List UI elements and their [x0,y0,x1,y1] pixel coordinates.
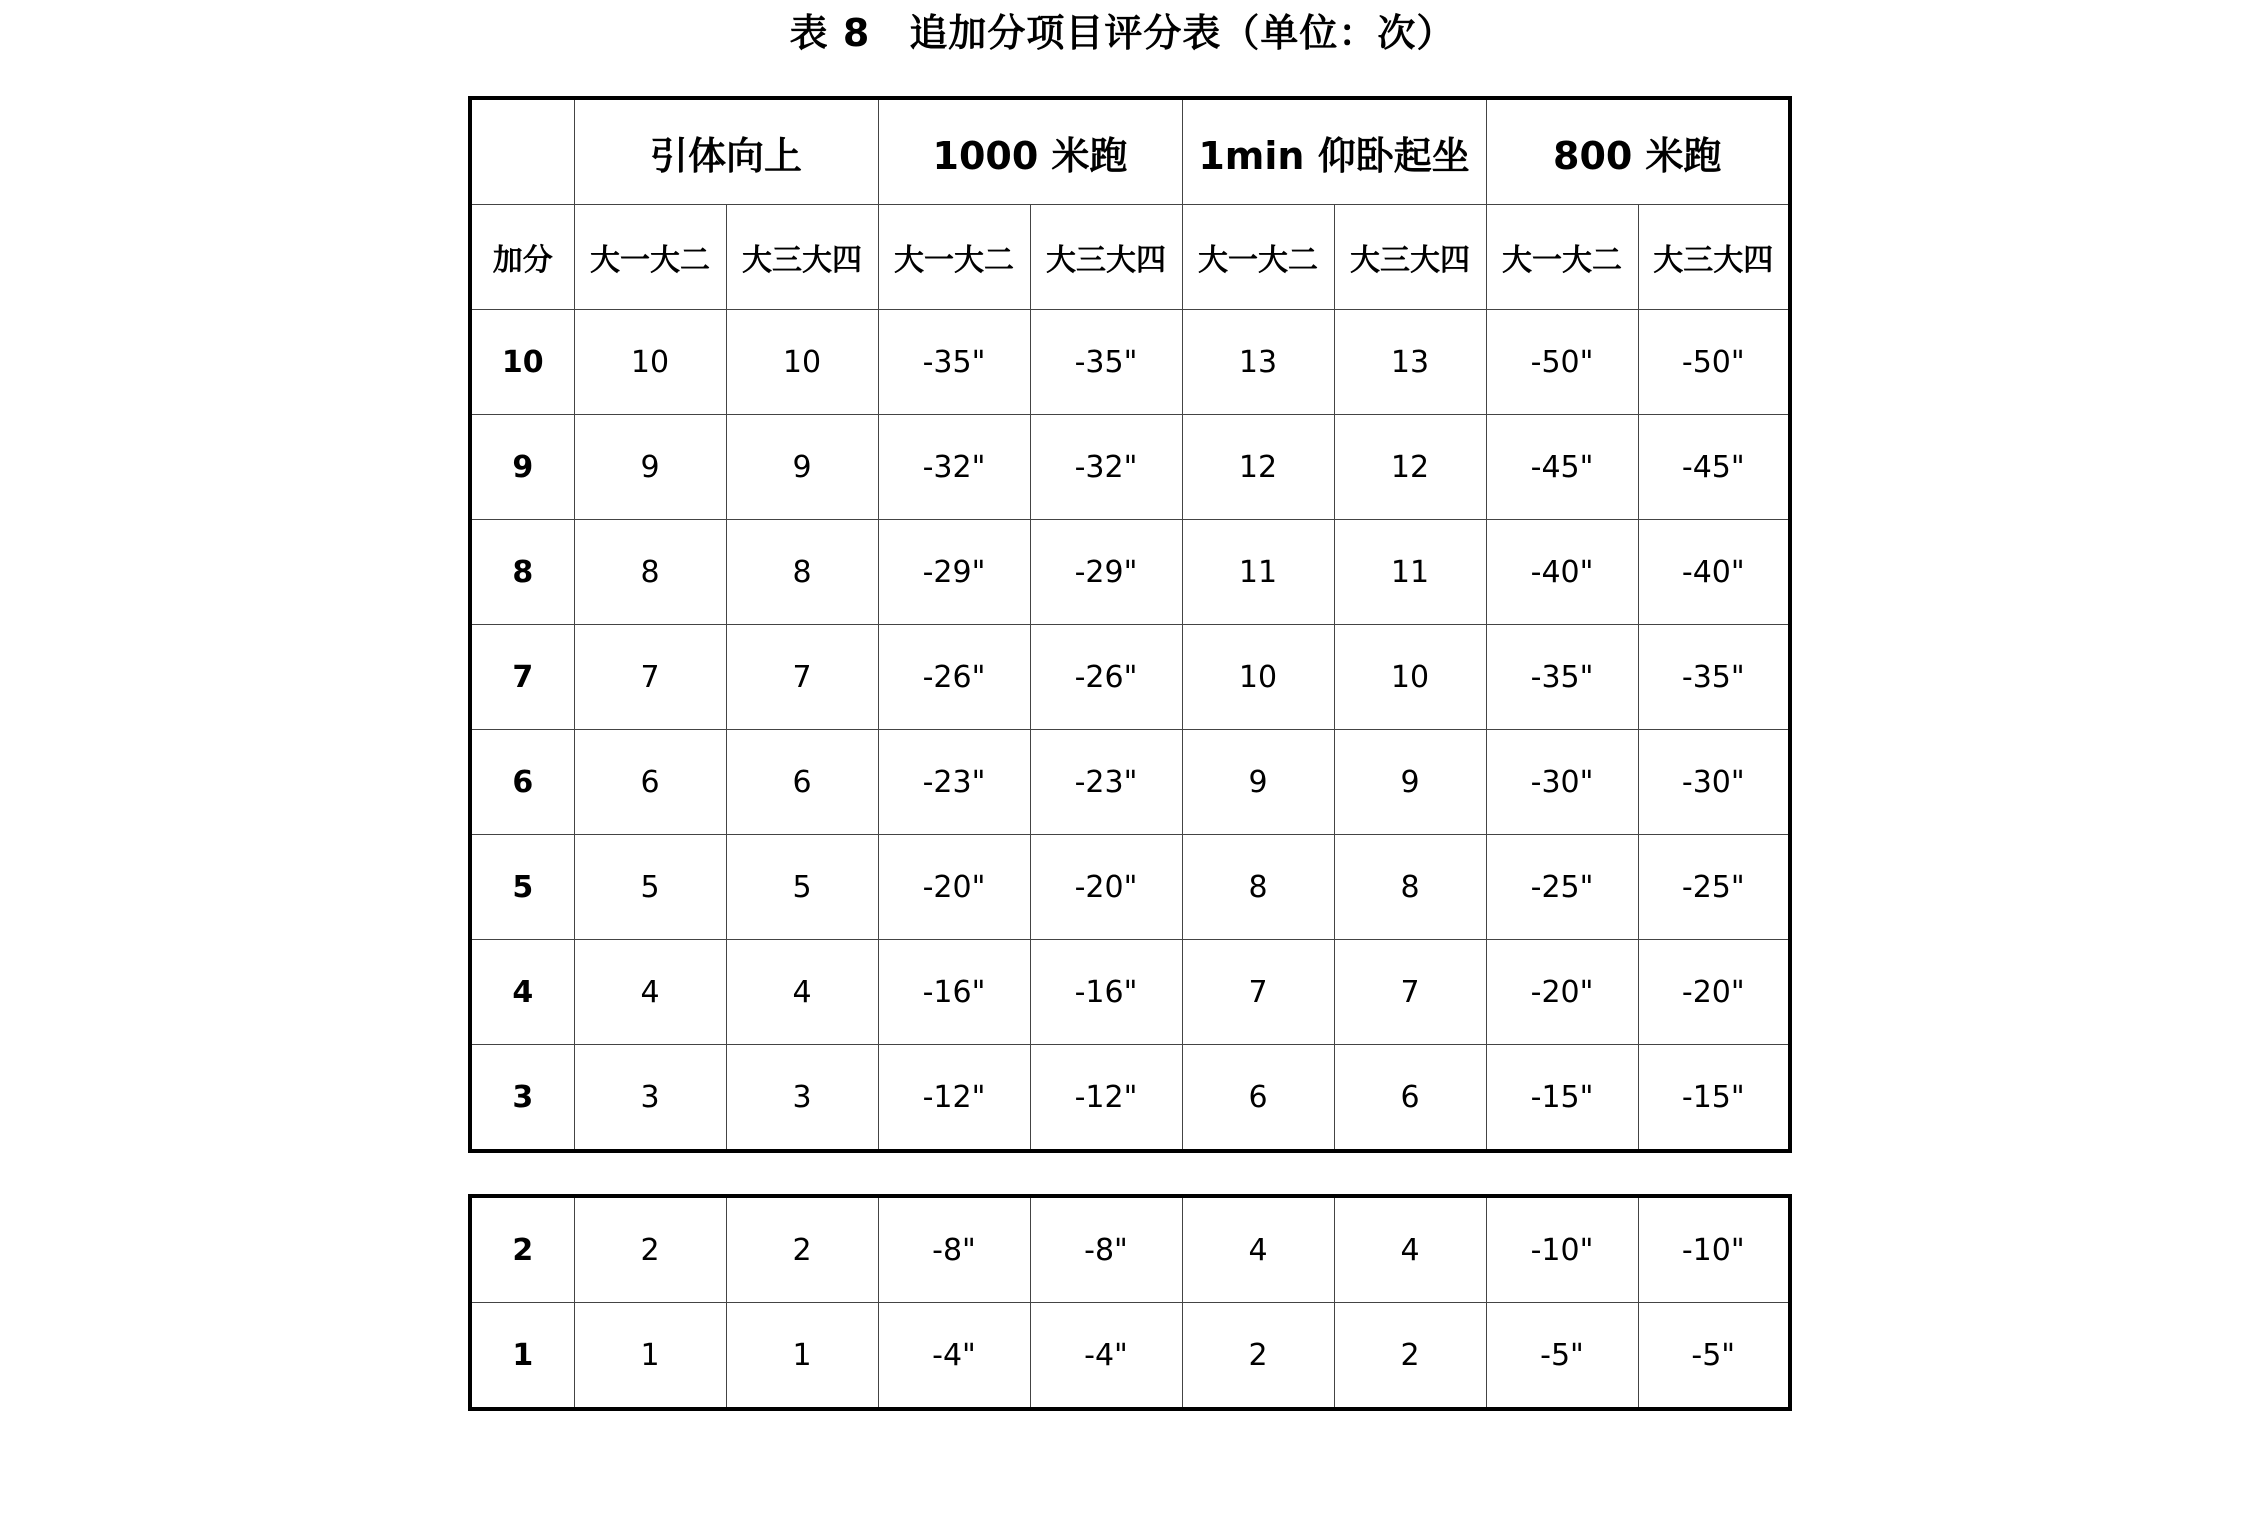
table-row [470,730,1790,835]
table-row [470,1196,1790,1303]
value-cell: -35" [1638,625,1790,730]
table-row [470,625,1790,730]
value-cell: 4 [1182,1196,1334,1303]
value-cell: -40" [1486,520,1638,625]
table-row [470,310,1790,415]
value-cell: -15" [1486,1045,1638,1152]
table-row [470,415,1790,520]
score-cell: 5 [470,835,574,940]
header-corner-cell [470,98,574,205]
score-cell: 1 [470,1303,574,1410]
header-grade-cell: 大三大四 [726,205,878,310]
value-cell: 6 [574,730,726,835]
score-cell: 8 [470,520,574,625]
header-score-label: 加分 [470,205,574,310]
value-cell: -29" [878,520,1030,625]
value-cell: 2 [1182,1303,1334,1410]
score-cell: 3 [470,1045,574,1152]
score-cell: 6 [470,730,574,835]
header-pull-up: 引体向上 [574,98,878,205]
value-cell: 2 [726,1196,878,1303]
header-grade-cell: 大一大二 [574,205,726,310]
value-cell: 6 [726,730,878,835]
value-cell: -50" [1638,310,1790,415]
value-cell: -8" [878,1196,1030,1303]
value-cell: -35" [1030,310,1182,415]
value-cell: -25" [1638,835,1790,940]
value-cell: -20" [1638,940,1790,1045]
value-cell: 5 [574,835,726,940]
value-cell: -16" [878,940,1030,1045]
value-cell: 1 [726,1303,878,1410]
value-cell: -20" [1486,940,1638,1045]
score-cell: 7 [470,625,574,730]
value-cell: 4 [1334,1196,1486,1303]
value-cell: -23" [878,730,1030,835]
value-cell: 2 [1334,1303,1486,1410]
header-grade-cell: 大三大四 [1334,205,1486,310]
header-row-groups [470,98,1790,205]
value-cell: -35" [1486,625,1638,730]
value-cell: -25" [1486,835,1638,940]
value-cell: 8 [1182,835,1334,940]
value-cell: -5" [1486,1303,1638,1410]
value-cell: -4" [1030,1303,1182,1410]
value-cell: 9 [1334,730,1486,835]
value-cell: 3 [726,1045,878,1152]
value-cell: -45" [1486,415,1638,520]
value-cell: 6 [1182,1045,1334,1152]
value-cell: 7 [574,625,726,730]
value-cell: 10 [726,310,878,415]
header-grade-cell: 大一大二 [1182,205,1334,310]
value-cell: -29" [1030,520,1182,625]
value-cell: -20" [878,835,1030,940]
value-cell: 11 [1334,520,1486,625]
value-cell: -12" [878,1045,1030,1152]
value-cell: -32" [878,415,1030,520]
table-row [470,940,1790,1045]
value-cell: -4" [878,1303,1030,1410]
table-row [470,1303,1790,1410]
value-cell: -12" [1030,1045,1182,1152]
value-cell: 10 [574,310,726,415]
value-cell: 11 [1182,520,1334,625]
value-cell: 4 [574,940,726,1045]
value-cell: -5" [1638,1303,1790,1410]
header-sit-ups: 1min 仰卧起坐 [1182,98,1486,205]
score-cell: 9 [470,415,574,520]
table-row [470,520,1790,625]
value-cell: 7 [1334,940,1486,1045]
score-cell: 10 [470,310,574,415]
value-cell: 3 [574,1045,726,1152]
value-cell: 6 [1334,1045,1486,1152]
scoring-table [468,96,1792,1153]
value-cell: 9 [726,415,878,520]
value-cell: -35" [878,310,1030,415]
value-cell: 10 [1334,625,1486,730]
table-title: 表 8 追加分项目评分表（单位：次） [789,11,1456,55]
header-800m-run: 800 米跑 [1486,98,1790,205]
value-cell: -26" [1030,625,1182,730]
value-cell: -32" [1030,415,1182,520]
value-cell: -40" [1638,520,1790,625]
value-cell: -20" [1030,835,1182,940]
value-cell: 8 [574,520,726,625]
value-cell: 12 [1182,415,1334,520]
value-cell: -10" [1486,1196,1638,1303]
value-cell: 8 [1334,835,1486,940]
value-cell: 5 [726,835,878,940]
value-cell: 13 [1182,310,1334,415]
value-cell: 7 [726,625,878,730]
header-grade-cell: 大一大二 [1486,205,1638,310]
header-row-grades [470,205,1790,310]
value-cell: -16" [1030,940,1182,1045]
value-cell: 10 [1182,625,1334,730]
value-cell: 2 [574,1196,726,1303]
value-cell: -10" [1638,1196,1790,1303]
value-cell: -30" [1638,730,1790,835]
table-row [470,1045,1790,1152]
value-cell: 13 [1334,310,1486,415]
value-cell: -23" [1030,730,1182,835]
value-cell: 9 [574,415,726,520]
value-cell: -26" [878,625,1030,730]
value-cell: 7 [1182,940,1334,1045]
value-cell: -50" [1486,310,1638,415]
value-cell: 4 [726,940,878,1045]
value-cell: -15" [1638,1045,1790,1152]
header-grade-cell: 大三大四 [1030,205,1182,310]
table-row [470,835,1790,940]
value-cell: 1 [574,1303,726,1410]
value-cell: 8 [726,520,878,625]
header-grade-cell: 大一大二 [878,205,1030,310]
value-cell: -8" [1030,1196,1182,1303]
value-cell: 12 [1334,415,1486,520]
value-cell: -30" [1486,730,1638,835]
header-grade-cell: 大三大四 [1638,205,1790,310]
scoring-table-continuation [468,1194,1792,1411]
value-cell: -45" [1638,415,1790,520]
header-1000m-run: 1000 米跑 [878,98,1182,205]
score-cell: 2 [470,1196,574,1303]
score-cell: 4 [470,940,574,1045]
value-cell: 9 [1182,730,1334,835]
